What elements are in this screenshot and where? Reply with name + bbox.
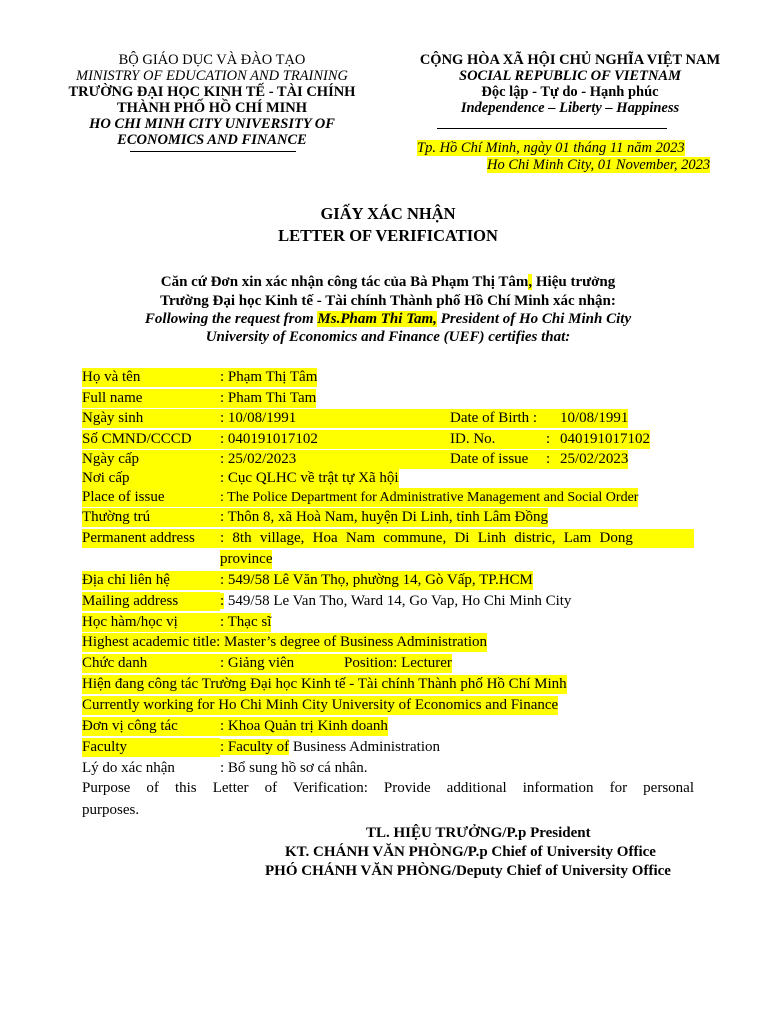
date-en: Ho Chi Minh City, 01 November, 2023 xyxy=(487,157,711,173)
issue-en-value: 25/02/2023 xyxy=(560,451,629,467)
intro-vi-line1-comma: , xyxy=(528,274,533,290)
addr-en-value-line1: : 8th village, Hoa Nam commune, Di Linh distric, Lam Dong xyxy=(220,529,694,548)
header-left xyxy=(62,52,362,148)
place-vi-value: : Cục QLHC về trật tự Xã hội xyxy=(220,470,399,486)
purpose-line1: Purpose of this Letter of Verification: Provide additional information for personal xyxy=(82,780,694,796)
addr-en-label: Permanent address xyxy=(82,529,220,548)
position-vi-label: Chức danh xyxy=(82,654,220,673)
addr-en-value-line2: province xyxy=(220,551,273,567)
date-vi: Tp. Hồ Chí Minh, ngày 01 tháng 11 năm 2023 xyxy=(417,140,685,156)
purpose-line2: purposes. xyxy=(82,802,140,818)
university-en-line2: ECONOMICS AND FINANCE xyxy=(117,132,307,148)
place-en-label: Place of issue xyxy=(82,488,220,507)
id-en-value: 040191017102 xyxy=(560,431,650,447)
issue-vi-value: : 25/02/2023 xyxy=(220,450,450,469)
ministry-en: MINISTRY OF EDUCATION AND TRAINING xyxy=(75,68,349,84)
reason-vi-label: Lý do xác nhận xyxy=(82,760,175,776)
intro-en-line1 xyxy=(0,310,768,328)
name-en-label: Full name xyxy=(82,389,220,408)
name-vi-value: : Phạm Thị Tâm xyxy=(220,369,318,385)
intro-vi-line1-c: Hiệu trưởng xyxy=(532,274,616,290)
degree-vi-value: : Thạc sĩ xyxy=(220,614,272,630)
place-en-value: : The Police Department for Administrative Management and Social Order xyxy=(220,490,639,505)
place-vi-label: Nơi cấp xyxy=(82,469,220,488)
issue-en-colon: : xyxy=(546,450,560,469)
header-left-rule xyxy=(130,151,296,152)
id-en-colon: : xyxy=(546,430,560,449)
header-right xyxy=(385,52,755,116)
faculty-en-value-a: : Faculty of xyxy=(220,739,290,755)
issue-vi-label: Ngày cấp xyxy=(82,450,220,469)
university-en-line1: HO CHI MINH CITY UNIVERSITY OF xyxy=(89,116,335,132)
intro-en-name: Ms.Pham Thi Tam, xyxy=(317,311,437,327)
intro-vi-line1 xyxy=(0,273,768,291)
motto-vi: Độc lập - Tự do - Hạnh phúc xyxy=(481,84,659,100)
degree-en-line: Highest academic title: Master’s degree of Business Administration xyxy=(82,634,488,650)
signature-line2: KT. CHÁNH VĂN PHÒNG/P.p Chief of University Office xyxy=(285,844,656,860)
republic-vi: CỘNG HÒA XÃ HỘI CHỦ NGHĨA VIỆT NAM xyxy=(419,52,721,68)
mail-vi-value: : 549/58 Lê Văn Thọ, phường 14, Gò Vấp, TP.HCM xyxy=(220,572,533,588)
intro-vi-line1-a: Căn cứ Đơn xin xác nhận công tác của Bà Phạm Thị Tâm xyxy=(160,274,529,290)
working-vi: Hiện đang công tác Trường Đại học Kinh tế - Tài chính Thành phố Hồ Chí Minh xyxy=(82,676,567,692)
addr-vi-value: : Thôn 8, xã Hoà Nam, huyện Di Linh, tỉnh Lâm Đồng xyxy=(220,509,549,525)
header-right-rule xyxy=(437,128,667,129)
position-en: Position: Lecturer xyxy=(344,655,452,671)
id-vi-value: : 040191017102 xyxy=(220,430,450,449)
signature-line3: PHÓ CHÁNH VĂN PHÒNG/Deputy Chief of University Office xyxy=(265,863,671,879)
dob-en-label: Date of Birth : xyxy=(450,409,560,428)
mail-en-value-colon: : xyxy=(220,593,225,609)
title-en: LETTER OF VERIFICATION xyxy=(278,226,498,245)
university-vi-line2: THÀNH PHỐ HỒ CHÍ MINH xyxy=(116,100,308,116)
ministry-vi: BỘ GIÁO DỤC VÀ ĐÀO TẠO xyxy=(118,52,306,68)
signature-line1: TL. HIỆU TRƯỞNG/P.p President xyxy=(366,825,591,841)
addr-vi-label: Thường trú xyxy=(82,508,220,527)
unit-vi-label: Đơn vị công tác xyxy=(82,717,220,736)
faculty-en-value-row xyxy=(220,738,440,757)
intro-en-line1-a: Following the request from xyxy=(144,311,318,327)
id-vi-label: Số CMND/CCCD xyxy=(82,430,220,449)
motto-en: Independence – Liberty – Happiness xyxy=(460,100,680,116)
intro-vi-line2: Trường Đại học Kinh tế - Tài chính Thành phố Hồ Chí Minh xác nhận: xyxy=(160,293,616,309)
dob-en-value: 10/08/1991 xyxy=(560,410,629,426)
intro-en-line2: University of Economics and Finance (UEF) certifies that: xyxy=(205,329,571,345)
reason-vi-value: : Bổ sung hồ sơ cá nhân. xyxy=(220,760,368,776)
faculty-en-label: Faculty xyxy=(82,738,220,757)
mail-en-value-row xyxy=(220,592,571,611)
working-en: Currently working for Ho Chi Minh City University of Economics and Finance xyxy=(82,697,559,713)
dob-vi-value: : 10/08/1991 xyxy=(220,409,450,428)
intro-en-line1-c: President of Ho Chi Minh City xyxy=(436,311,632,327)
name-vi-label: Họ và tên xyxy=(82,368,220,387)
name-en-value: : Pham Thi Tam xyxy=(220,390,317,406)
mail-vi-label: Địa chỉ liên hệ xyxy=(82,571,220,590)
title-vi: GIẤY XÁC NHẬN xyxy=(320,204,456,223)
dob-vi-label: Ngày sinh xyxy=(82,409,220,428)
mail-en-label: Mailing address xyxy=(82,592,220,611)
mail-en-value: 549/58 Le Van Tho, Ward 14, Go Vap, Ho Chi Minh City xyxy=(224,593,572,609)
id-en-label: ID. No. xyxy=(450,430,546,449)
university-vi-line1: TRƯỜNG ĐẠI HỌC KINH TẾ - TÀI CHÍNH xyxy=(68,84,356,100)
position-vi-value: : Giảng viên xyxy=(220,654,344,673)
issue-en-label: Date of issue xyxy=(450,450,546,469)
degree-vi-label: Học hàm/học vị xyxy=(82,613,220,632)
republic-en: SOCIAL REPUBLIC OF VIETNAM xyxy=(459,68,681,84)
faculty-en-value-b: Business Administration xyxy=(289,739,440,755)
unit-vi-value: : Khoa Quản trị Kinh doanh xyxy=(220,718,388,734)
